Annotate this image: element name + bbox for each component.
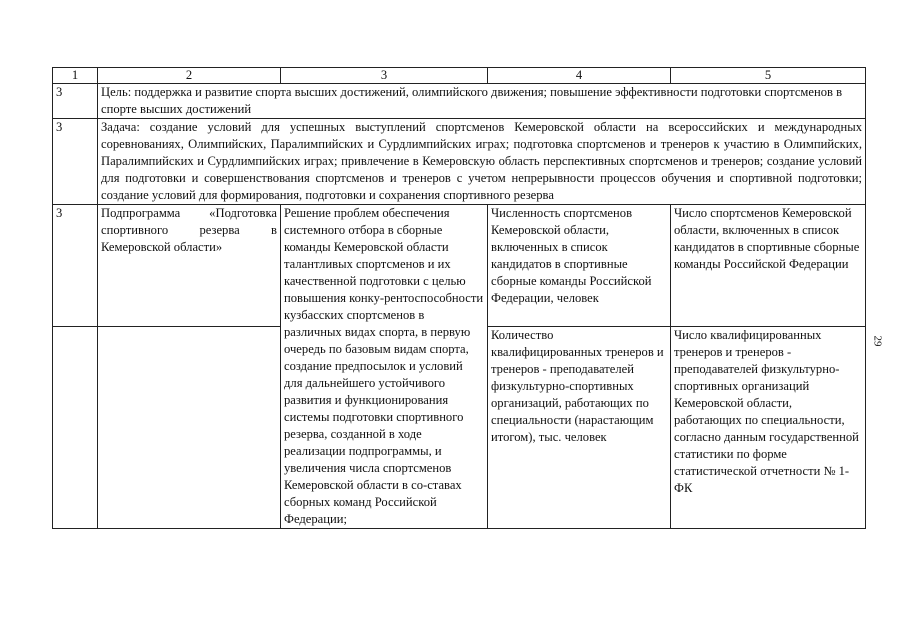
- subprogram-name: Подпрограмма «Подготовка спортивного резерва в Кемеровской области»: [98, 205, 281, 327]
- indicator-2: Количество квалифицированных тренеров и тренеров - преподавателей физкультурно-спортивных организаций, работающих по специальности (нарастающим итогом), тыс. человек: [488, 326, 671, 528]
- page-number: 29: [871, 335, 884, 347]
- header-col-5: 5: [671, 68, 866, 84]
- method-1: Число спортсменов Кемеровской области, включенных в список кандидатов в спортивные сборные команды Российской Федерации: [671, 205, 866, 327]
- empty-name-cell: [98, 326, 281, 528]
- subprogram-table: [52, 67, 866, 529]
- header-row: [53, 68, 866, 84]
- subprogram-row-number: 3: [53, 205, 98, 327]
- goal-row-number: 3: [53, 84, 98, 119]
- header-col-2: 2: [98, 68, 281, 84]
- header-col-4: 4: [488, 68, 671, 84]
- subprogram-row: [53, 205, 866, 327]
- task-row: [53, 119, 866, 205]
- empty-number-cell: [53, 326, 98, 528]
- goal-text: Цель: поддержка и развитие спорта высших достижений, олимпийского движения; повышение эффективности подготовки спортсменов в спорте высших достижений: [98, 84, 866, 119]
- subprogram-description: Решение проблем обеспечения системного отбора в сборные команды Кемеровской области талантливых спортсменов и их качественной подготовки с целью повышения конку-рентоспособности кузбасских спортсменов в различных видах спорта, в первую очередь по базовым видам спорта, создание предпосылок и условий для дальнейшего устойчивого развития и функционирования системы подготовки спортивного резерва, созданной в ходе реализации подпрограммы, и увеличения числа спортсменов Кемеровской области в со-ставах сборных команд Российской Федерации;: [281, 205, 488, 529]
- task-text: Задача: создание условий для успешных выступлений спортсменов Кемеровской области на всероссийских и международных соревнованиях, Олимпийских, Паралимпийских и Сурдлимпийских играх; подготовка спортсменов и тренеров к участию в Олимпийских, Паралимпийских и Сурдлимпийских играх; привлечение в Кемеровскую область перспективных спортсменов и тренеров; создание условий для подготовки и совершенствования спортсменов и тренеров с учетом непрерывности процессов обучения и спортивной подготовки; создание условий для формирования, подготовки и сохранения спортивного резерва: [98, 119, 866, 205]
- header-col-1: 1: [53, 68, 98, 84]
- goal-row: [53, 84, 866, 119]
- task-row-number: 3: [53, 119, 98, 205]
- header-col-3: 3: [281, 68, 488, 84]
- method-2: Число квалифицированных тренеров и тренеров - преподавателей физкультурно-спортивных организаций Кемеровской области, работающих по специальности, согласно данным государственной статистики по форме статистической отчетности № 1-ФК: [671, 326, 866, 528]
- indicator-1: Численность спортсменов Кемеровской области, включенных в список кандидатов в спортивные сборные команды Российской Федерации, человек: [488, 205, 671, 327]
